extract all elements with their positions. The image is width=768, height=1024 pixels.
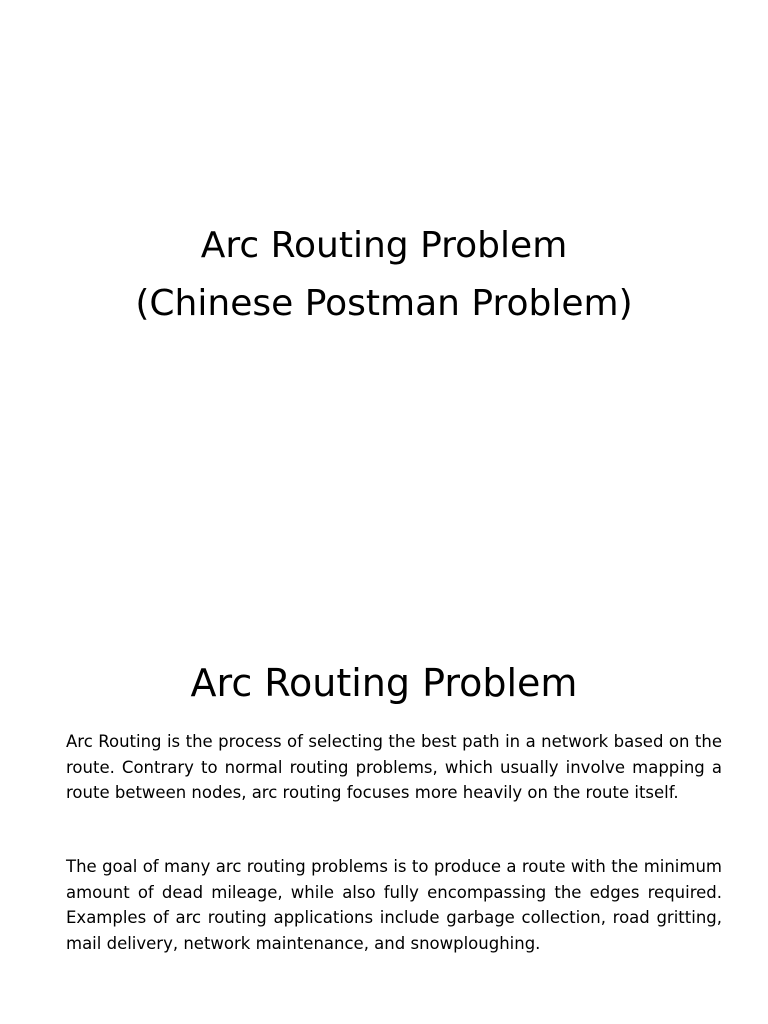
title-line-1: Arc Routing Problem bbox=[200, 225, 568, 267]
content-slide bbox=[0, 512, 768, 1024]
title-line-2: (Chinese Postman Problem) bbox=[135, 283, 633, 325]
paragraph-1: Arc Routing is the process of selecting the best path in a network based on the route. Contrary to normal routing problems, which usually involve mapping a route between nodes, arc routing focuses more heavily on the route itself. bbox=[66, 732, 722, 802]
paragraph-2: The goal of many arc routing problems is to produce a route with the minimum amount of dead mileage, while also fully encompassing the edges required. Examples of arc routing applications include garbage collection, road gritting, mail delivery, network maintenance, and snowploughing. bbox=[66, 857, 722, 953]
content-slide-title: Arc Routing Problem bbox=[190, 660, 578, 705]
slide-title bbox=[0, 217, 768, 333]
